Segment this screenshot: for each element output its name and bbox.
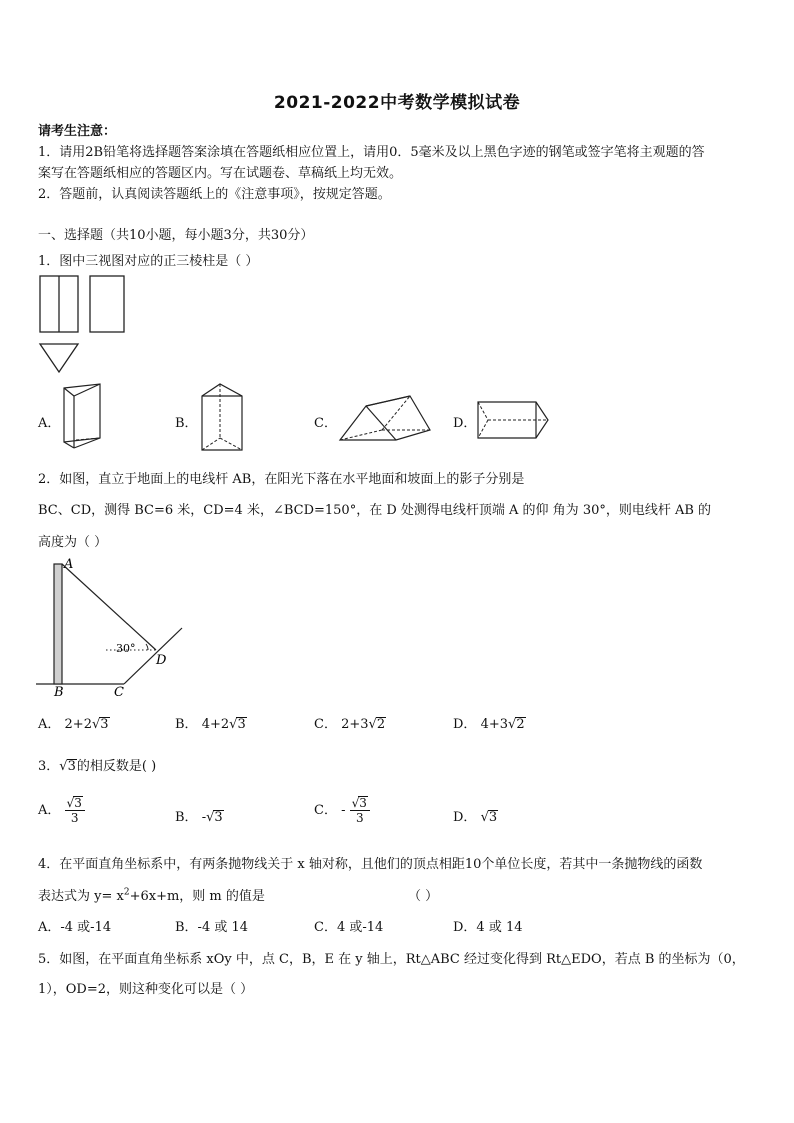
fig-label-c: C xyxy=(114,685,124,700)
radicand: 3 xyxy=(67,759,76,774)
option-label: A． xyxy=(38,717,61,732)
q1-option-a-label: A． xyxy=(38,416,61,431)
q3-option-a xyxy=(38,796,85,825)
option-label: C． xyxy=(314,803,337,818)
q3-stem xyxy=(38,755,156,774)
sign: - xyxy=(201,810,207,825)
q4-option-b: B．-4 或 14 xyxy=(175,920,249,935)
q2-line-1: 2．如图，直立于地面上的电线杆 AB，在阳光下落在水平地面和坡面上的影子分别是 xyxy=(38,472,525,487)
sqrt-icon: √ xyxy=(368,717,377,732)
fig-label-d: D xyxy=(156,653,167,668)
fraction: $\frac{√3}{3}$ xyxy=(65,796,85,825)
q2-line-3: 高度为（ ） xyxy=(38,535,108,550)
radicand: 3 xyxy=(488,810,498,825)
fig-label-a: A xyxy=(64,557,74,572)
notice-item-1-cont: 案写在答题纸相应的答题区内。写在试题卷、草稿纸上均无效。 xyxy=(38,166,403,181)
q3-option-d xyxy=(453,806,498,825)
q2-option-c xyxy=(314,713,386,732)
section-heading: 一、选择题（共10小题，每小题3分，共30分） xyxy=(38,228,314,243)
q1-option-d-label: D． xyxy=(453,416,477,431)
q4-option-c: C．4 或-14 xyxy=(314,920,384,935)
exam-title: 2021-2022中考数学模拟试卷 xyxy=(273,93,521,113)
option-label: B． xyxy=(175,717,198,732)
option-label: D． xyxy=(453,810,477,825)
sqrt-icon: √ xyxy=(59,759,68,774)
q4-line-2: 表达式为 $y= x^2+6x+m$，则 m 的值是 xyxy=(38,887,265,904)
q1-option-b-label: B． xyxy=(175,416,198,431)
fig-label-b: B xyxy=(54,685,64,700)
q1-option-c-prism xyxy=(336,392,434,444)
q1-option-a-prism xyxy=(60,382,110,452)
sqrt-icon: √ xyxy=(91,717,101,732)
q3-number: 3． xyxy=(38,759,60,774)
q2-line-2: BC、CD，测得 BC=6 米，CD=4 米，∠BCD=150°，在 D 处测得电线杆顶端 A 的仰 角为 30°，则电线杆 AB 的 xyxy=(38,503,712,518)
radicand: 3 xyxy=(237,717,246,732)
sqrt-icon: √ xyxy=(206,810,215,825)
radicand: 2 xyxy=(376,717,386,732)
sqrt-icon: √ xyxy=(351,796,360,810)
q5-line-2: 1），OD=2，则这种变化可以是（ ） xyxy=(38,982,254,997)
option-expr: 2+3 xyxy=(341,717,369,732)
notice-item-2: 2．答题前，认真阅读答题纸上的《注意事项》，按规定答题。 xyxy=(38,187,391,202)
q3-option-c xyxy=(314,796,370,825)
q2-option-b xyxy=(175,713,247,732)
q4-option-a: A．-4 或-14 xyxy=(38,920,112,935)
option-expr: 4+3 xyxy=(480,717,509,732)
q4-option-d: D．4 或 14 xyxy=(453,920,523,935)
q5-line-1: 5．如图，在平面直角坐标系 xOy 中，点 C，B，E 在 y 轴上，Rt△ABC 经过变化得到 Rt△EDO，若点 B 的坐标为（0， xyxy=(38,952,745,967)
option-expr: 4+2 xyxy=(201,717,230,732)
notice-item-1: 1．请用2B铅笔将选择题答案涂填在答题纸相应位置上，请用0．5毫米及以上黑色字迹的钢笔或签字笔将主观题的答 xyxy=(38,145,705,160)
sqrt-icon: √ xyxy=(480,810,489,825)
radicand: 3 xyxy=(214,810,223,825)
fig-angle-label: 30° xyxy=(116,642,136,655)
q2-option-a xyxy=(38,713,110,732)
sqrt-icon: √ xyxy=(66,796,75,810)
q1-option-d-prism xyxy=(474,398,552,440)
q3-suffix: 的相反数是( ) xyxy=(76,759,157,774)
q4-answer-blank: （ ） xyxy=(408,889,439,904)
q3-option-b xyxy=(175,806,224,825)
three-view-figure xyxy=(36,274,128,378)
radicand: 3 xyxy=(100,717,109,732)
sqrt-icon: √ xyxy=(508,717,517,732)
pole-shadow-figure xyxy=(34,558,190,700)
fraction: $\frac{√3}{3}$ xyxy=(350,796,370,825)
notice-heading: 请考生注意： xyxy=(38,124,117,139)
option-label: D． xyxy=(453,717,477,732)
q1-stem: 1．图中三视图对应的正三棱柱是（ ） xyxy=(38,254,259,269)
option-expr: 2+2 xyxy=(64,717,92,732)
q1-option-c-label: C． xyxy=(314,416,337,431)
q2-option-d xyxy=(453,713,526,732)
sqrt-icon: √ xyxy=(229,717,238,732)
q4-line-1: 4．在平面直角坐标系中，有两条抛物线关于 x 轴对称，且他们的顶点相距10个单位长度，若其中一条抛物线的函数 xyxy=(38,857,703,872)
option-label: B． xyxy=(175,810,198,825)
q1-option-b-prism xyxy=(198,382,248,454)
option-label: A． xyxy=(38,803,61,818)
sign: - xyxy=(341,803,346,818)
radicand: 2 xyxy=(516,717,525,732)
option-label: C． xyxy=(314,717,337,732)
